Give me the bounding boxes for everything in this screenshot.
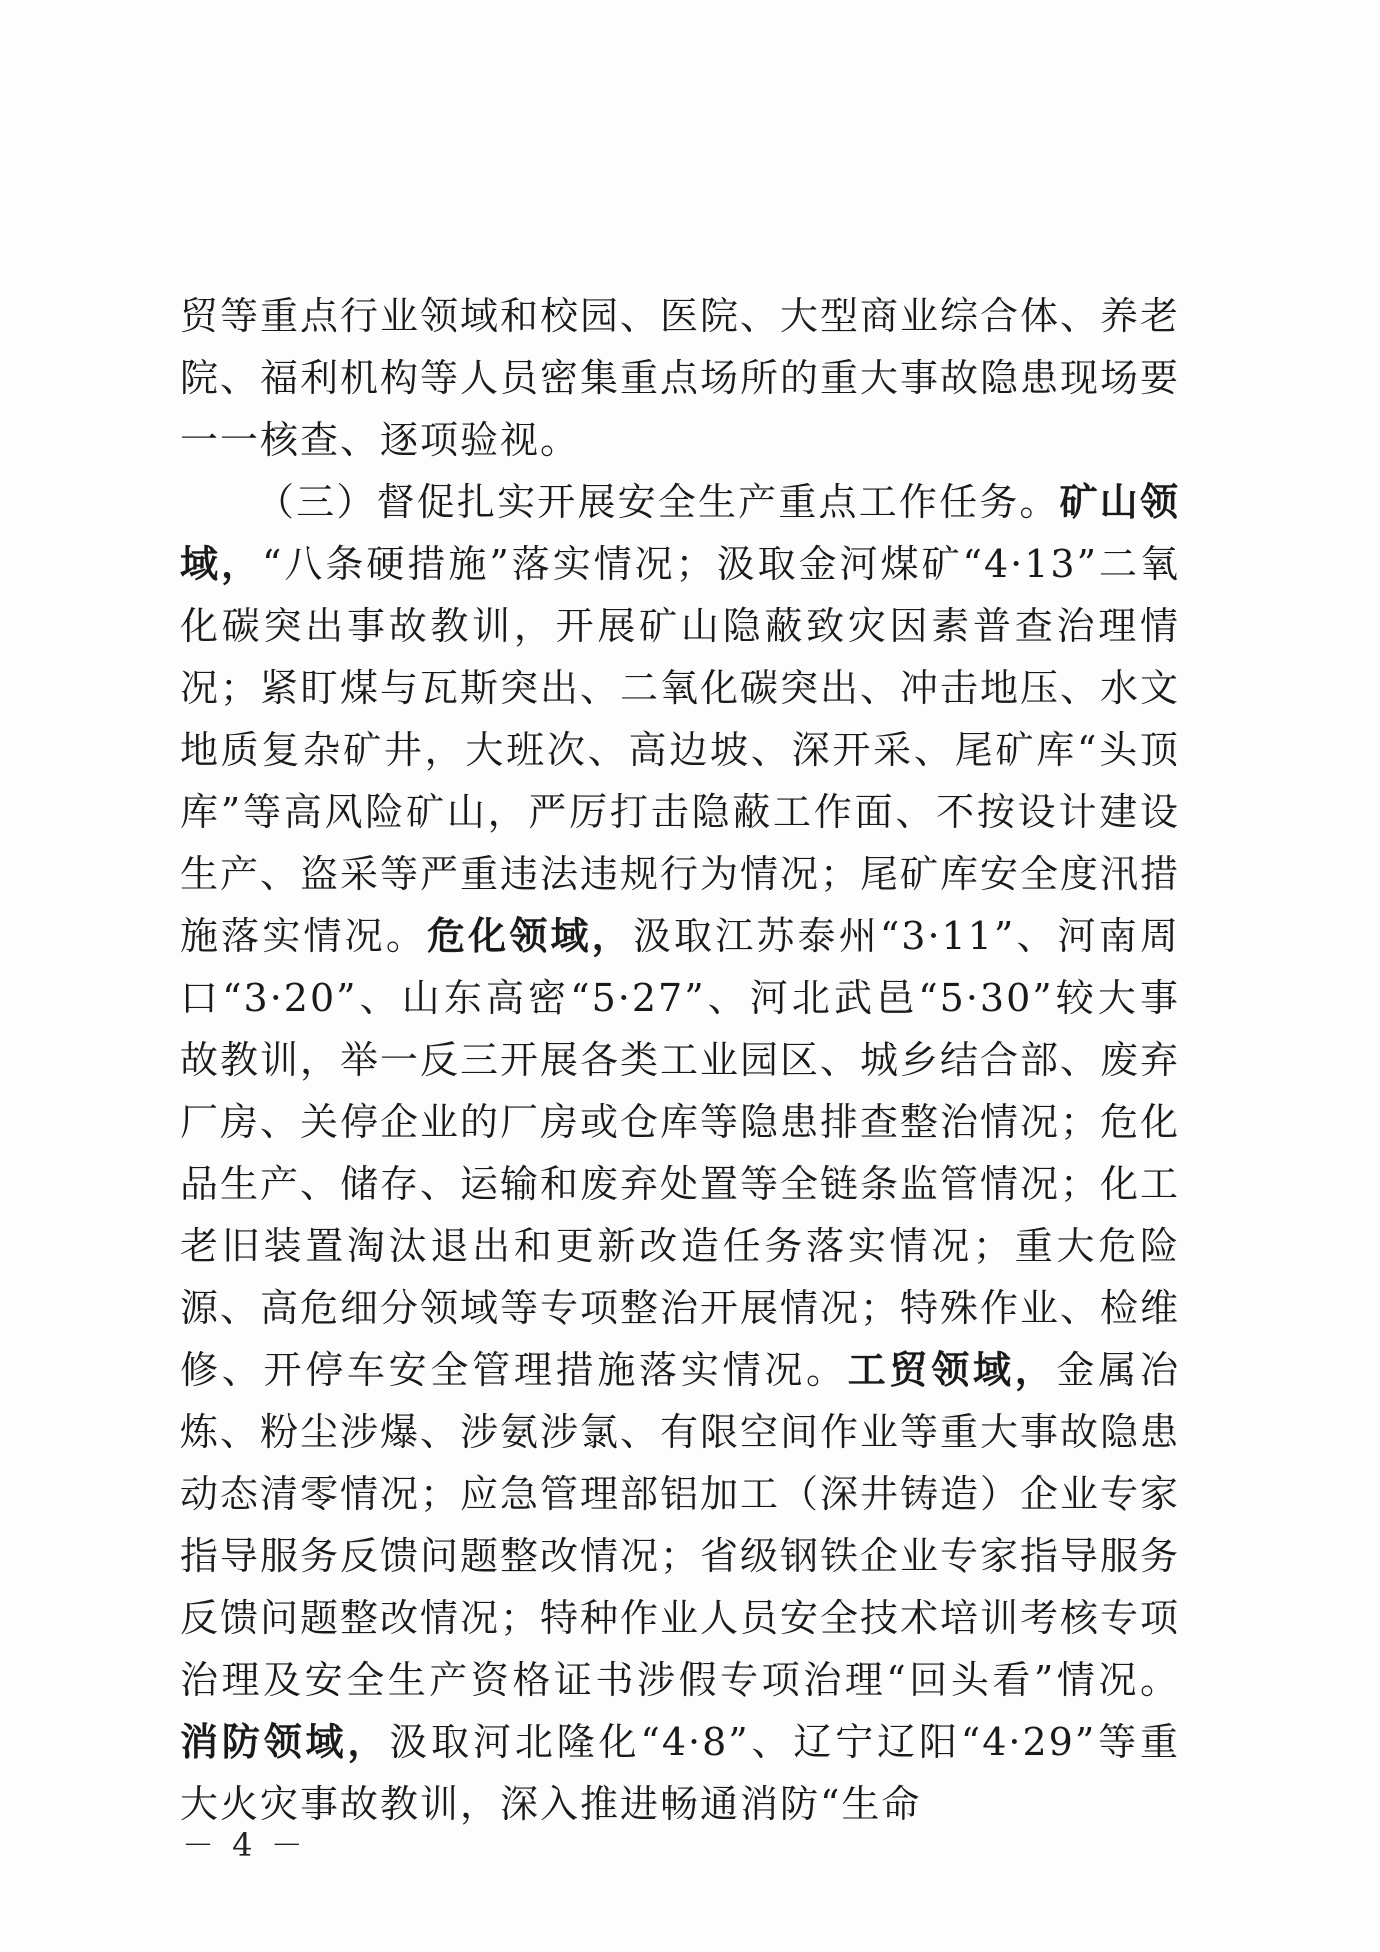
section-heading: （三）督促扎实开展安全生产重点工作任务。 [256, 480, 1060, 524]
mining-label: 矿山领域， [180, 480, 1180, 586]
fire-label: 消防领域， [180, 1720, 390, 1764]
industry-text: 金属冶炼、粉尘涉爆、涉氨涉氯、有限空间作业等重大事故隐患动态清零情况；应急管理部铝加工（深井铸造）企业专家指导服务反馈问题整改情况；省级钢铁企业专家指导服务反馈问题整改情况；特种作业人员安全技术培训考核专项治理及安全生产资格证书涉假专项治理“回头看”情况。 [180, 1348, 1181, 1702]
page-number: － 4 － [182, 1826, 307, 1864]
industry-label: 工贸领域， [847, 1348, 1057, 1392]
paragraph-continuation: 贸等重点行业领域和校园、医院、大型商业综合体、养老院、福利机构等人员密集重点场所的重大事故隐患现场要一一核查、逐项验视。 [180, 294, 1181, 462]
mining-text: “八条硬措施”落实情况；汲取金河煤矿“4·13”二氧化碳突出事故教训，开展矿山隐蔽致灾因素普查治理情况；紧盯煤与瓦斯突出、二氧化碳突出、冲击地压、水文地质复杂矿井，大班次、高边坡、深开采、尾矿库“头顶库”等高风险矿山，严厉打击隐蔽工作面、不按设计建设生产、盗采等严重违法违规行为情况；尾矿库安全度汛措施落实情况。 [180, 542, 1181, 958]
paragraph-key-tasks [180, 471, 1180, 1835]
hazchem-label: 危化领域， [427, 914, 633, 958]
hazchem-text: 汲取江苏泰州“3·11”、河南周口“3·20”、山东高密“5·27”、河北武邑“5·30”较大事故教训，举一反三开展各类工业园区、城乡结合部、废弃厂房、关停企业的厂房或仓库等隐患排查整治情况；危化品生产、储存、运输和废弃处置等全链条监管情况；化工老旧装置淘汰退出和更新改造任务落实情况；重大危险源、高危细分领域等专项整治开展情况；特殊作业、检维修、开停车安全管理措施落实情况。 [180, 914, 1181, 1392]
fire-text: 汲取河北隆化“4·8”、辽宁辽阳“4·29”等重大火灾事故教训，深入推进畅通消防“生命 [180, 1720, 1180, 1826]
document-body [180, 285, 1180, 1835]
